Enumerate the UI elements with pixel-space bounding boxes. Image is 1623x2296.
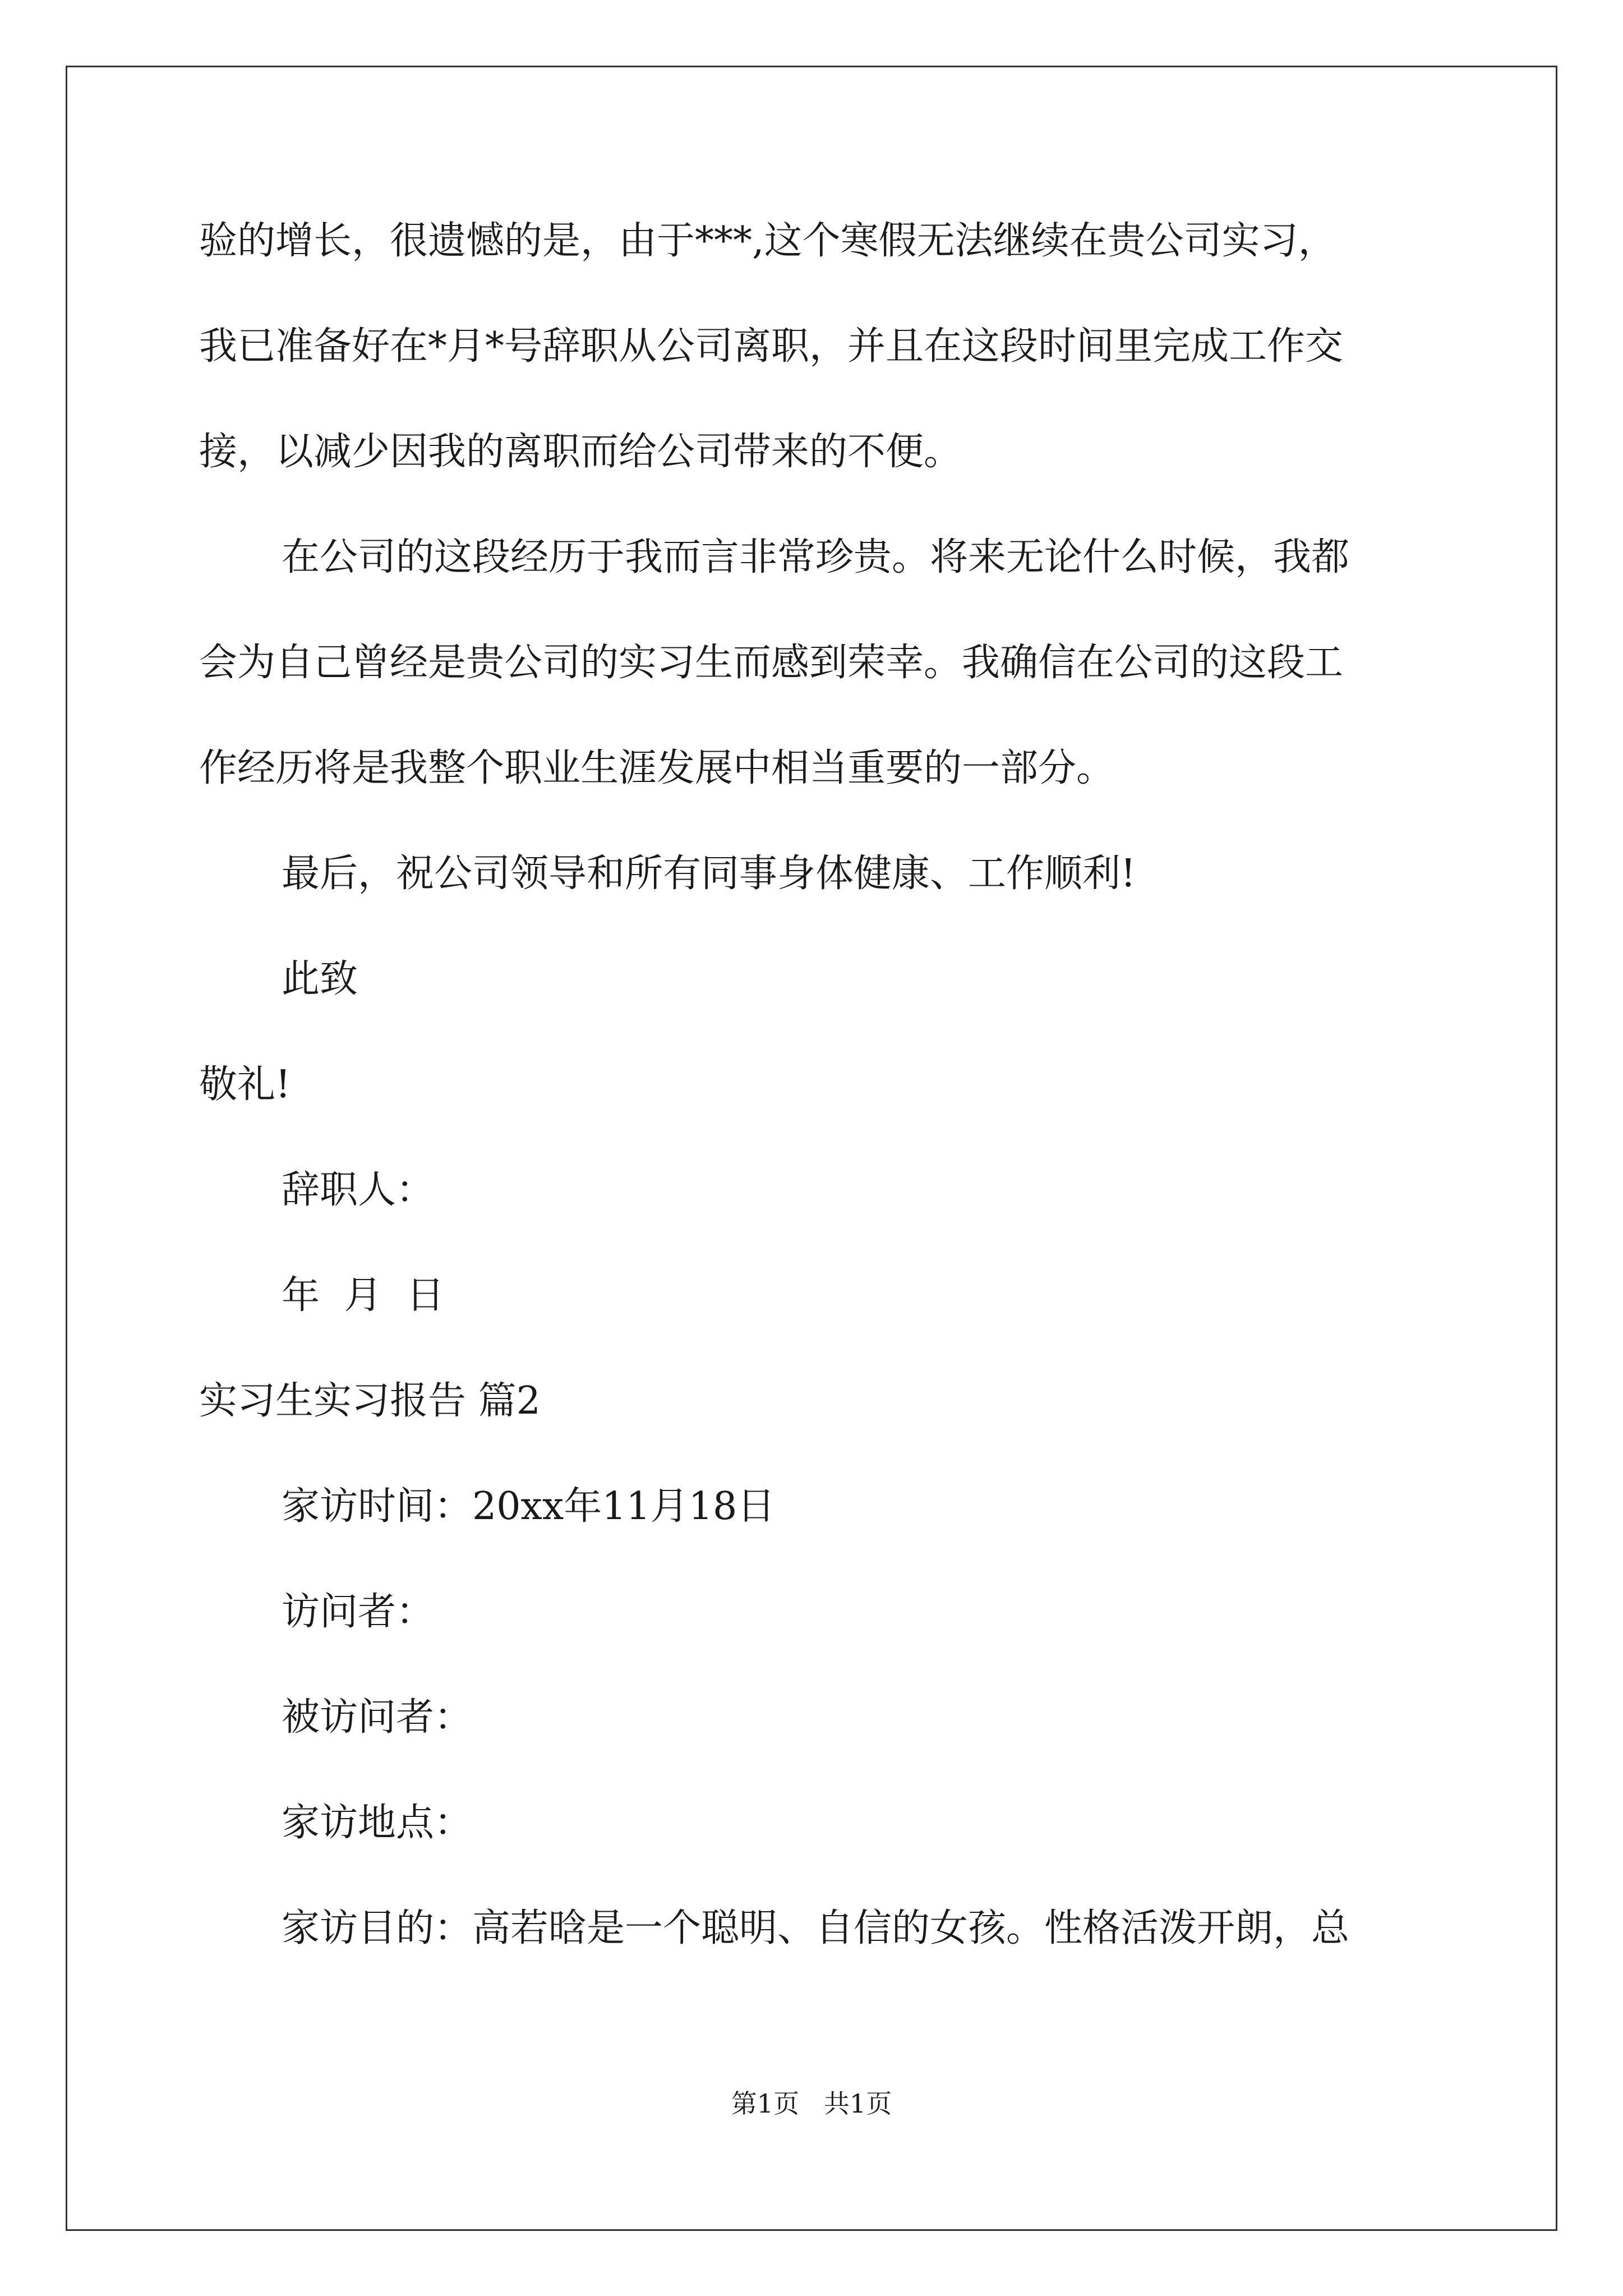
page-number-footer: 第1页 共1页 xyxy=(731,2088,892,2119)
paragraph-line-6: 作经历将是我整个职业生涯发展中相当重要的一部分。 xyxy=(199,746,1115,790)
paragraph-line-2: 我已准备好在*月*号辞职从公司离职，并且在这段时间里完成工作交 xyxy=(199,324,1344,369)
paragraph-line-3: 接，以减少因我的离职而给公司带来的不便。 xyxy=(199,430,962,474)
paragraph-line-1: 验的增长，很遗憾的是，由于***,这个寒假无法继续在贵公司实习， xyxy=(199,219,1336,263)
salutation-cizhi: 此致 xyxy=(282,957,358,1001)
salutation-jingli: 敬礼! xyxy=(199,1062,291,1107)
resigner-label: 辞职人： xyxy=(282,1168,435,1212)
visitee-label: 被访问者： xyxy=(282,1695,473,1740)
visit-location: 家访地点： xyxy=(282,1801,473,1845)
visitor-label: 访问者： xyxy=(282,1590,435,1634)
paragraph-line-5: 会为自己曾经是贵公司的实习生而感到荣幸。我确信在公司的这段工 xyxy=(199,641,1344,685)
section-heading: 实习生实习报告 篇2 xyxy=(199,1379,541,1423)
paragraph-line-4: 在公司的这段经历于我而言非常珍贵。将来无论什么时候，我都 xyxy=(282,535,1350,579)
visit-time: 家访时间：20xx年11月18日 xyxy=(282,1484,776,1529)
visit-purpose: 家访目的：高若晗是一个聪明、自信的女孩。性格活泼开朗，总 xyxy=(282,1906,1350,1950)
closing-wishes: 最后，祝公司领导和所有同事身体健康、工作顺利! xyxy=(282,852,1136,896)
date-label: 年 月 日 xyxy=(282,1273,445,1318)
